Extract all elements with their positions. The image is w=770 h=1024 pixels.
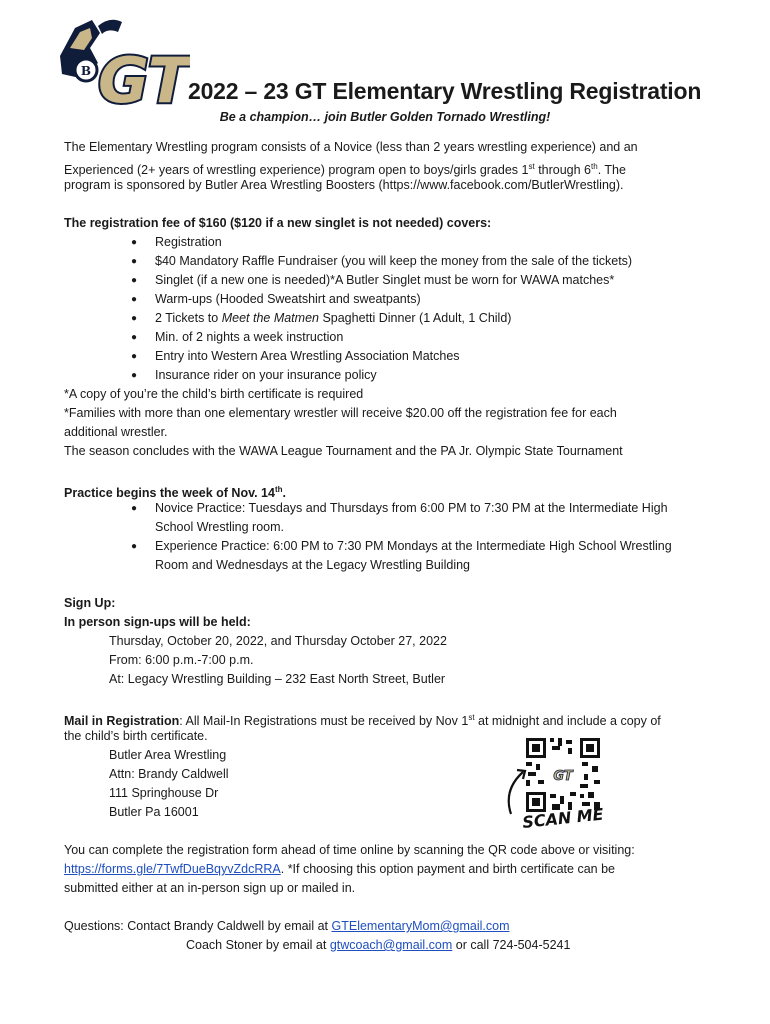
season-note: The season concludes with the WAWA League Tournament and the PA Jr. Olympic State Tournament [64,444,623,458]
fee-item-tickets: ● 2 Tickets to Meet the Matmen Spaghetti Dinner (1 Adult, 1 Child) [131,309,632,328]
scan-me-label: SCAN ME [521,804,605,832]
practice-heading: Practice begins the week of Nov. 14th. [64,485,287,501]
fee-item: ● Singlet (if a new one is needed)*A Butler Singlet must be worn for WAWA matches* [131,271,632,290]
fee-note-1: *A copy of you’re the child’s birth certificate is required [64,387,364,401]
fee-list [131,233,632,385]
fee-item: ● Insurance rider on your insurance policy [131,366,632,385]
intro-line-2: Experienced (2+ years of wrestling experience) program open to boys/girls grades 1st through 6th. The [64,162,626,178]
fee-item: ● Entry into Western Area Wrestling Association Matches [131,347,632,366]
logo-text: GT [98,44,190,108]
mail-address-line: 111 Springhouse Dr [109,786,219,800]
fee-note-2: *Families with more than one elementary wrestler will receive $20.00 off the registration fee for each [64,406,617,420]
qr-badge: GT [553,769,573,784]
practice-experience: ● Experience Practice: 6:00 PM to 7:30 PM Mondays at the Intermediate High School Wrestling Room and Wednesdays at the Legacy Wrestling Building [131,537,672,575]
practice-list [131,499,672,575]
mail-address-line: Butler Pa 16001 [109,805,199,819]
mail-address-line: Attn: Brandy Caldwell [109,767,229,781]
signup-location: At: Legacy Wrestling Building – 232 East North Street, Butler [109,672,446,686]
fee-item: ● Registration [131,233,632,252]
signup-time: From: 6:00 p.m.-7:00 p.m. [109,653,254,667]
mail-address-line: Butler Area Wrestling [109,748,227,762]
page-title: 2022 – 23 GT Elementary Wrestling Registration [188,78,702,104]
mail-line-1: Mail in Registration: All Mail-In Registrations must be received by Nov 1st at midnight and include a copy of [64,713,661,729]
email-link-brandy[interactable]: GTElementaryMom@gmail.com [331,919,510,933]
fee-note-2-cont: additional wrestler. [64,425,168,439]
online-line-1: You can complete the registration form ahead of time online by scanning the QR code above or visiting: [64,843,635,857]
email-link-coach[interactable]: gtwcoach@gmail.com [329,938,453,952]
registration-form-link[interactable]: https://forms.gle/7TwfDueBqyvZdcRRA [64,862,281,876]
gt-tornado-logo [40,8,190,108]
contact-line-2: Coach Stoner by email at gtwcoach@gmail.com or call 724-504-5241 [186,938,571,952]
signup-dates: Thursday, October 20, 2022, and Thursday October 27, 2022 [109,634,447,648]
intro-line-3: program is sponsored by Butler Area Wrestling Boosters (https://www.facebook.com/ButlerWrestling). [64,178,624,192]
fee-item: ● Min. of 2 nights a week instruction [131,328,632,347]
signup-heading: Sign Up: [64,596,116,610]
signup-subheading: In person sign-ups will be held: [64,615,251,629]
online-line-3: submitted either at an in-person sign up or mailed in. [64,881,356,895]
fee-item: ● Warm-ups (Hooded Sweatshirt and sweatpants) [131,290,632,309]
online-line-2: https://forms.gle/7TwfDueBqyvZdcRRA. *If choosing this option payment and birth certificate can be [64,862,615,876]
practice-novice: ● Novice Practice: Tuesdays and Thursdays from 6:00 PM to 7:30 PM at the Intermediate High School Wrestling room. [131,499,672,537]
fee-item: ● $40 Mandatory Raffle Fundraiser (you will keep the money from the sale of the tickets) [131,252,632,271]
scan-me-annotation [497,766,617,836]
page-subtitle: Be a champion… join Butler Golden Tornado Wrestling! [219,110,551,124]
mail-line-2: the child’s birth certificate. [64,729,208,743]
svg-text:B: B [80,64,92,78]
intro-line-1: The Elementary Wrestling program consists of a Novice (less than 2 years wrestling experience) and an [64,140,638,154]
fee-heading: The registration fee of $160 ($120 if a new singlet is not needed) covers: [64,216,492,230]
contact-line-1: Questions: Contact Brandy Caldwell by email at GTElementaryMom@gmail.com [64,919,510,933]
